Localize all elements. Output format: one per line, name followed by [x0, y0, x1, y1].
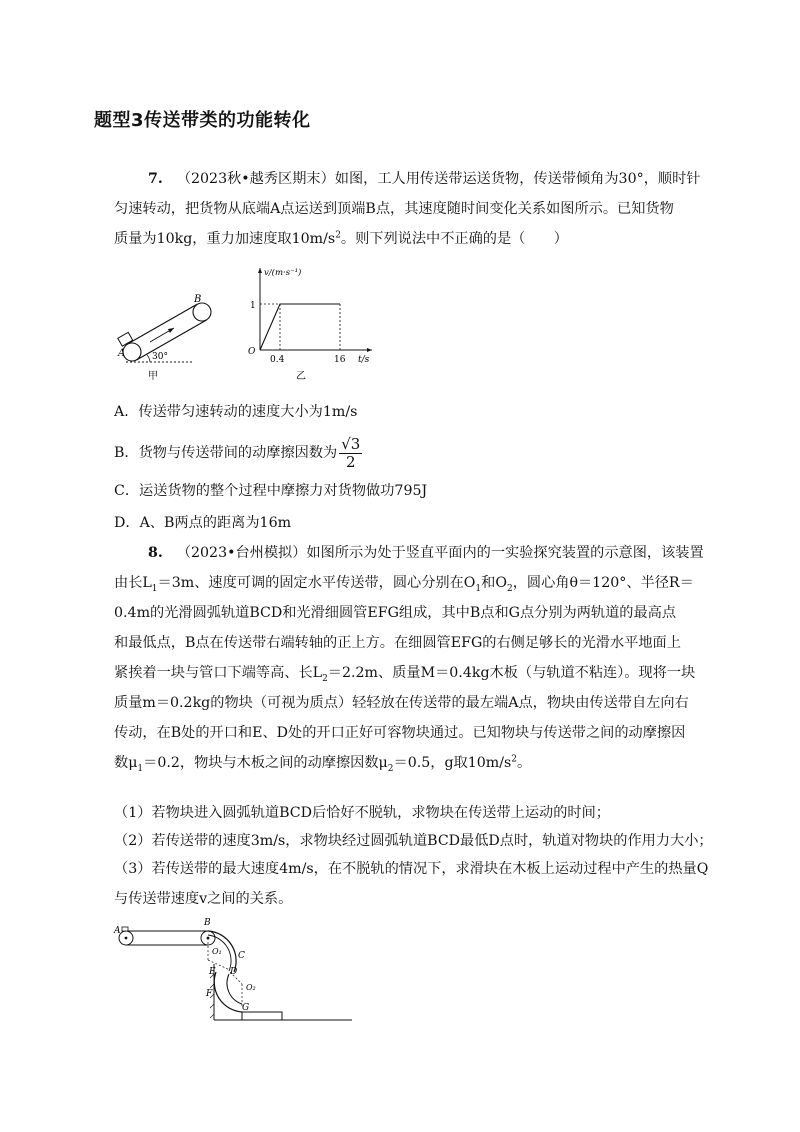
question-7-option-b	[114, 436, 362, 470]
figure-yi-x-label: t/s	[358, 355, 370, 365]
q8-l8-a: 数μ	[114, 755, 138, 771]
q8-l8-sub1: 1	[137, 763, 144, 774]
question-7-stem	[114, 164, 706, 254]
q8-l2-b: ＝3m、速度可调的固定水平传送带，圆心分别在O	[157, 575, 476, 591]
figure-q8-label-c: C	[238, 951, 245, 961]
figure-yi-vt-graph	[242, 262, 382, 384]
figure-q8-apparatus	[112, 914, 362, 1028]
figure-q8-label-f: F	[206, 989, 213, 999]
question-7-stem-line2: 匀速转动，把货物从底端A点运送到顶端B点，其速度随时间变化关系如图所示。已知货物	[114, 201, 674, 217]
section-heading: 题型3传送带类的功能转化	[94, 110, 311, 131]
q8-l5-b: ＝2.2m、质量M＝0.4kg木板（与轨道不粘连）。现将一块	[327, 665, 696, 681]
q8-l8-sup: 2	[511, 754, 518, 765]
question-8-sub3-line1: （3）若传送带的最大速度4m/s，在不脱轨的情况下，求滑块在木板上运动过程中产生的热量Q	[114, 861, 709, 877]
q8-l2-sub1: 1	[151, 583, 158, 594]
figure-yi-origin: O	[248, 347, 256, 357]
figure-yi-y-tick: 1	[250, 301, 256, 311]
figure-q8-label-a: A	[114, 926, 121, 936]
question-7-option-b-text: B．货物与传送带间的动摩擦因数为	[114, 445, 338, 461]
q8-l2-c: 和O	[481, 575, 507, 591]
fraction-denominator: 2	[346, 452, 356, 471]
question-7-stem-sup: 2	[335, 230, 341, 241]
question-7-option-c: C．运送货物的整个过程中摩擦力对货物做功795J	[114, 483, 428, 499]
question-7-number: 7.	[148, 171, 163, 187]
q8-l8-sub2: 2	[387, 763, 394, 774]
figure-yi-x-tick-2: 16	[334, 355, 346, 365]
question-8-line6: 质量m＝0.2kg的物块（可视为质点）轻轻放在传送带的最左端A点，物块由传送带自左向右	[114, 695, 689, 711]
figure-jia-angle: 30°	[152, 352, 168, 362]
figure-jia-caption: 甲	[148, 371, 158, 382]
figure-jia-label-b: B	[194, 294, 202, 305]
question-8-sub3-line2: 与传送带速度v之间的关系。	[114, 891, 293, 907]
figure-yi-caption: 乙	[296, 371, 306, 382]
question-8-source: （2023•台州模拟）	[176, 545, 307, 561]
question-7-stem-line1: 如图，工人用传送带运送货物，传送带倾角为30°，顺时针	[334, 171, 701, 187]
q8-l5-sub: 2	[322, 673, 328, 684]
figure-q8-label-d: D	[230, 967, 238, 977]
question-8-line8	[80, 748, 531, 778]
question-8-stem	[114, 538, 706, 778]
figure-q8-label-o1: O₁	[212, 947, 222, 956]
question-7-stem-line3-a: 质量为10kg，重力加速度取10m/s	[114, 231, 336, 247]
question-8-line3: 0.4m的光滑圆弧轨道BCD和光滑细圆管EFG组成，其中B点和G点分别为两轨道的最高点	[114, 605, 677, 621]
figure-yi-y-label: v/(m·s⁻¹)	[264, 268, 302, 278]
figure-q8-label-g: G	[242, 1003, 250, 1013]
q8-l2-sub3: 2	[506, 583, 513, 594]
question-7-option-a: A．传送带匀速转动的速度大小为1m/s	[114, 404, 358, 420]
figure-q8-label-o2: O₂	[246, 983, 256, 992]
question-7-stem-line3-b: 。则下列说法中不正确的是（ ）	[340, 231, 568, 247]
question-8-line2	[80, 568, 694, 598]
question-7-option-b-fraction	[339, 436, 362, 470]
question-8-line7: 传动，在B处的开口和E、D处的开口正好可容物块通过。已知物块与传送带之间的动摩擦因	[114, 725, 686, 741]
q8-l2-a: 由长L	[114, 575, 152, 591]
question-7-option-d: D．A、B两点的距离为16m	[114, 515, 292, 531]
figure-q8-label-e: E	[209, 967, 216, 977]
question-8-sub1: （1）若物块进入圆弧轨道BCD后恰好不脱轨，求物块在传送带上运动的时间；	[114, 805, 610, 821]
figure-q8-label-b: B	[204, 918, 211, 928]
q8-l8-b: ＝0.2，物块与木板之间的动摩擦因数μ	[143, 755, 388, 771]
question-8-number: 8.	[148, 545, 163, 561]
figure-jia-incline	[112, 286, 222, 384]
q8-l2-sub2: 1	[475, 583, 482, 594]
question-8-line5	[80, 658, 695, 688]
question-7-source: （2023秋•越秀区期末）	[176, 171, 335, 187]
question-7-stem-line3	[80, 224, 568, 254]
question-8-sub2: （2）若传送带的速度3m/s，求物块经过圆弧轨道BCD最低D点时，轨道对物块的作用力大小；	[114, 833, 713, 849]
q8-l2-d: ，圆心角θ＝120°、半径R＝	[512, 575, 694, 591]
question-8-line4: 和最低点，B点在传送带右端转轴的正上方。在细圆管EFG的右侧足够长的光滑水平地面上	[114, 635, 681, 651]
q8-l8-c: ＝0.5，g取10m/s	[393, 755, 512, 771]
q8-l8-d: 。	[517, 755, 532, 771]
figure-jia-label-a: A	[118, 348, 126, 359]
question-8-line1: 如图所示为处于竖直平面内的一实验探究装置的示意图，该装置	[306, 545, 704, 561]
fraction-numerator: √3	[341, 435, 361, 453]
figure-yi-x-tick-1: 0.4	[270, 355, 285, 365]
q8-l5-a: 紧挨着一块与管口下端等高、长L	[114, 665, 323, 681]
